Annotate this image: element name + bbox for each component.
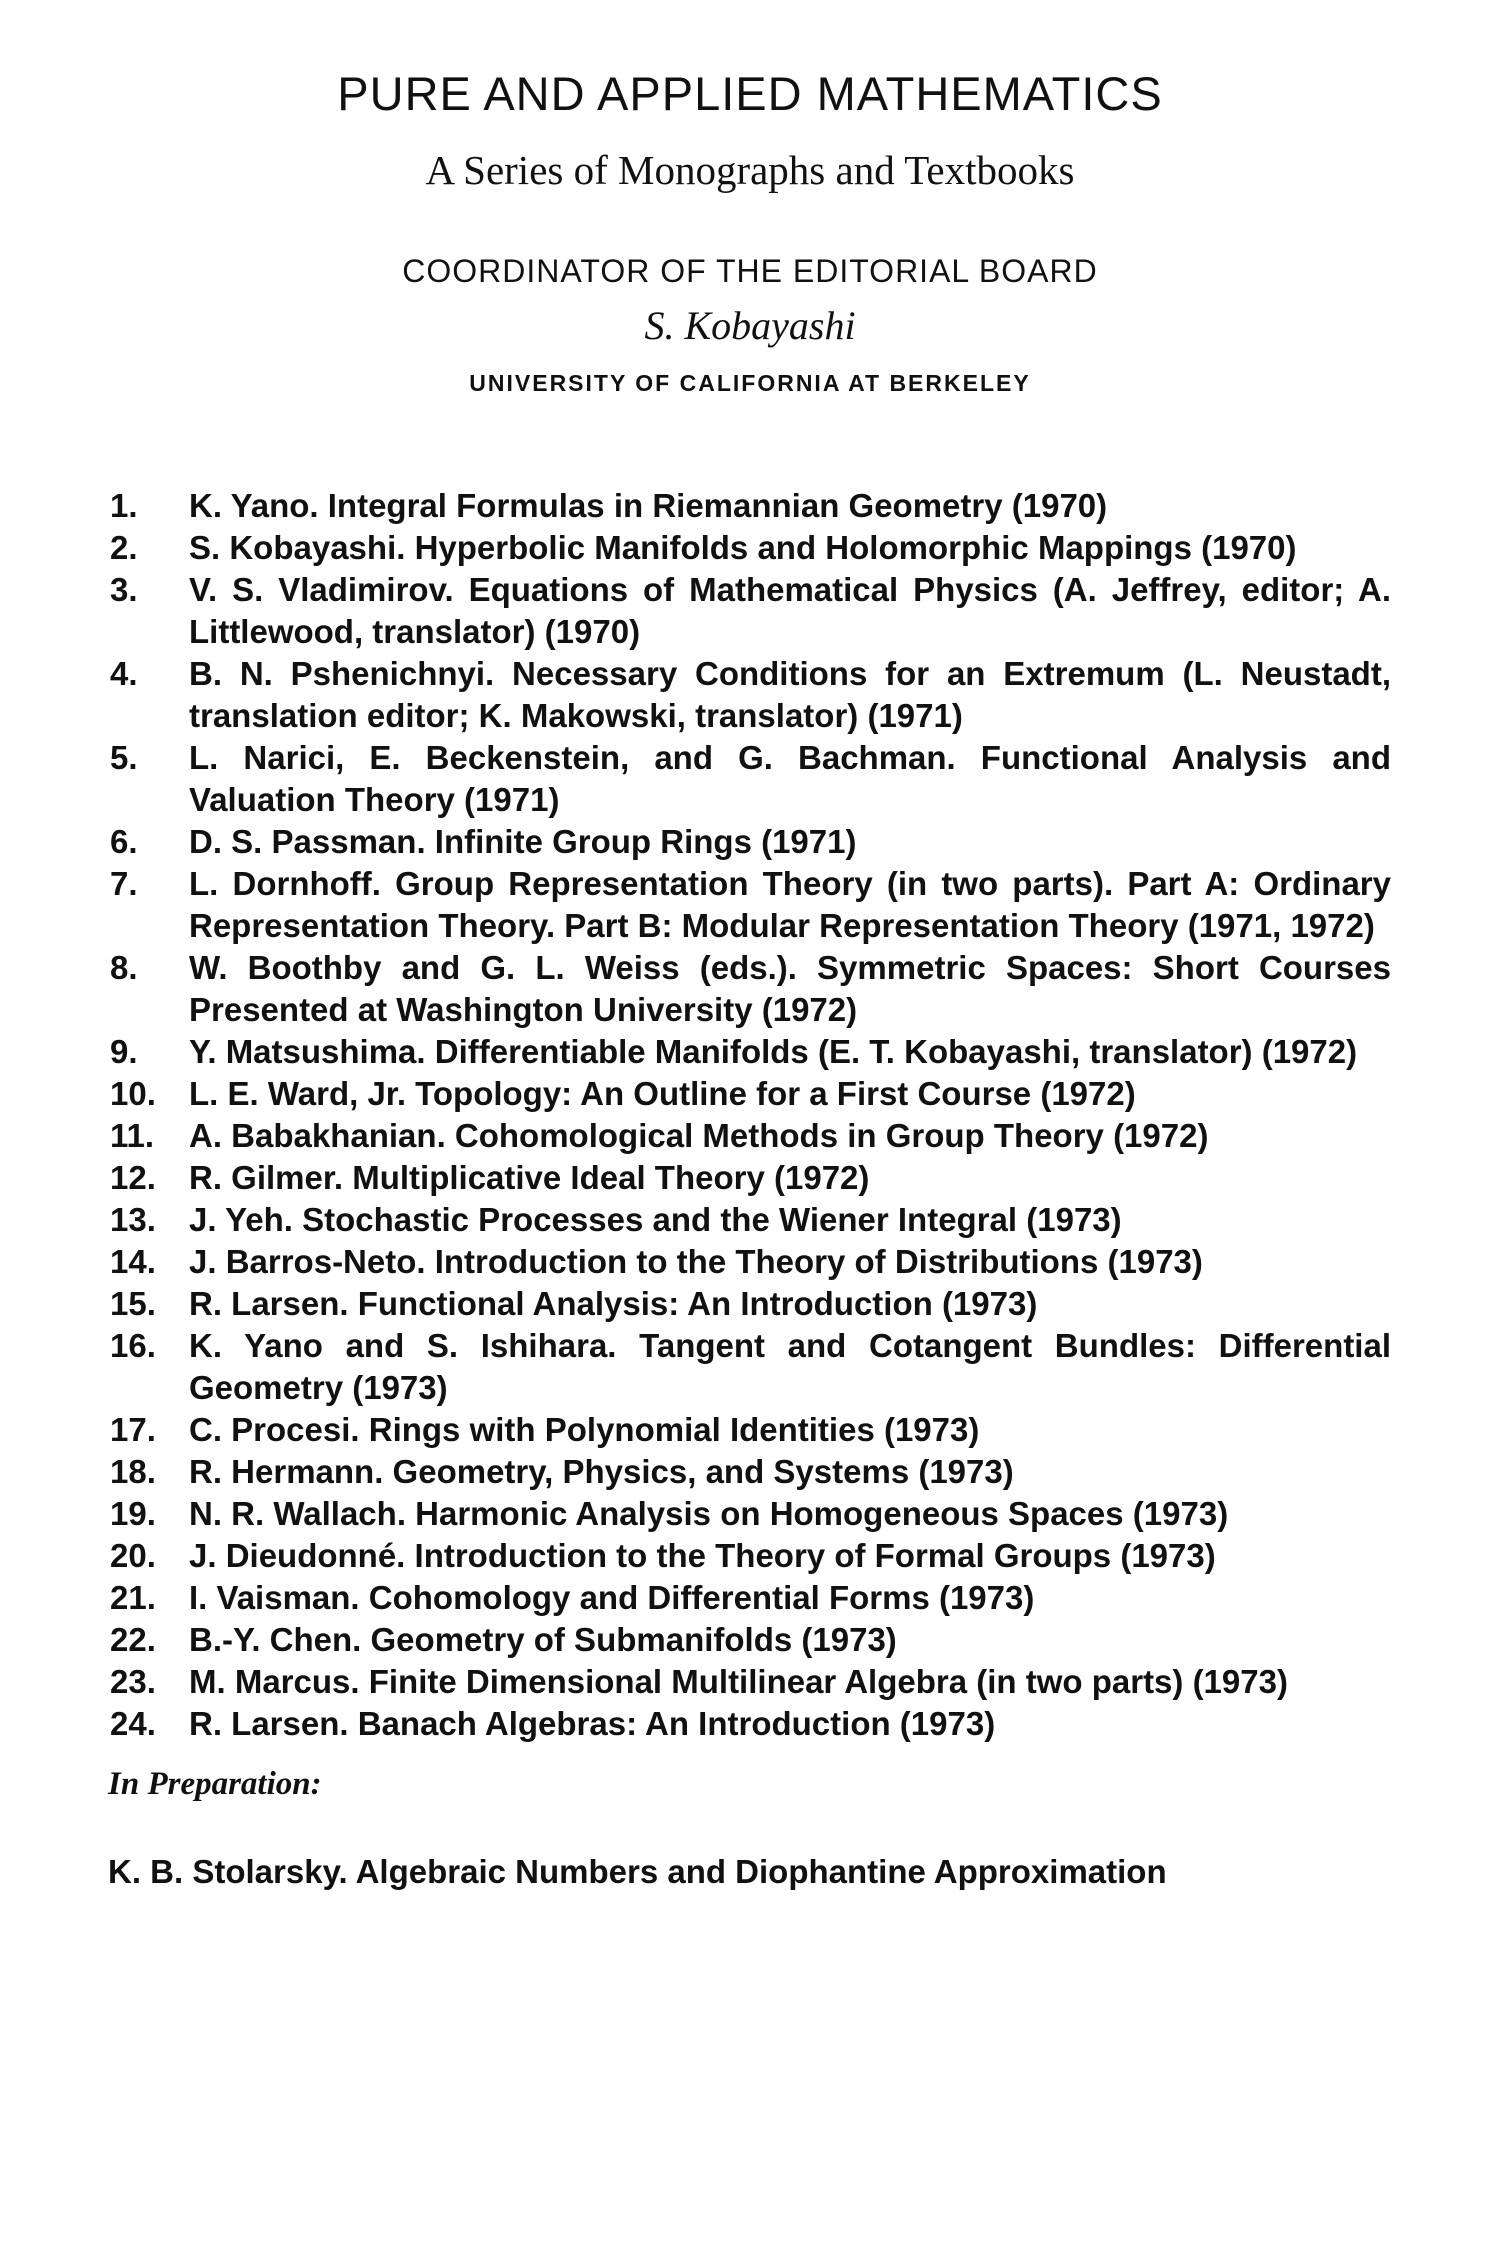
volume-number: 1. <box>110 487 138 524</box>
volume-text: J. Yeh. Stochastic Processes and the Wiener Integral (1973) <box>189 1201 1122 1238</box>
volume-number: 15. <box>110 1285 156 1322</box>
volume-text: J. Barros-Neto. Introduction to the Theory of Distributions (1973) <box>189 1243 1203 1280</box>
volume-entry <box>0 1283 1391 1325</box>
volume-text: L. E. Ward, Jr. Topology: An Outline for a First Course (1972) <box>189 1075 1136 1112</box>
volume-text: B.-Y. Chen. Geometry of Submanifolds (1973) <box>189 1621 897 1658</box>
volume-number: 5. <box>110 739 138 776</box>
volume-number: 7. <box>110 865 138 902</box>
volume-number: 20. <box>110 1537 156 1574</box>
volume-entry <box>0 1241 1391 1283</box>
volume-number: 21. <box>110 1579 156 1616</box>
volume-number: 14. <box>110 1243 156 1280</box>
volume-text: K. Yano and S. Ishihara. Tangent and Cotangent Bundles: Differential Geometry (1973) <box>189 1327 1391 1406</box>
volume-text: L. Dornhoff. Group Representation Theory (in two parts). Part A: Ordinary Representation Theory. Part B: Modular Representation Theory (1971, 1972) <box>189 865 1391 944</box>
volume-text: L. Narici, E. Beckenstein, and G. Bachman. Functional Analysis and Valuation Theory (1971) <box>189 739 1391 818</box>
volume-list <box>0 485 1500 1745</box>
volume-text: N. R. Wallach. Harmonic Analysis on Homogeneous Spaces (1973) <box>189 1495 1229 1532</box>
volume-number: 9. <box>110 1033 138 1070</box>
volume-entry <box>0 1535 1391 1577</box>
volume-number: 18. <box>110 1453 156 1490</box>
volume-entry <box>0 1325 1391 1409</box>
editorial-board-heading: COORDINATOR OF THE EDITORIAL BOARD <box>402 253 1098 289</box>
volume-entry <box>0 1073 1391 1115</box>
volume-text: A. Babakhanian. Cohomological Methods in Group Theory (1972) <box>189 1117 1209 1154</box>
volume-entry <box>0 1577 1391 1619</box>
volume-number: 11. <box>110 1117 155 1154</box>
volume-text: R. Gilmer. Multiplicative Ideal Theory (1972) <box>189 1159 870 1196</box>
volume-text: R. Larsen. Functional Analysis: An Introduction (1973) <box>189 1285 1038 1322</box>
volume-entry <box>0 947 1391 1031</box>
volume-number: 22. <box>110 1621 156 1658</box>
volume-text: M. Marcus. Finite Dimensional Multilinear Algebra (in two parts) (1973) <box>189 1663 1288 1700</box>
in-preparation-heading: In Preparation: <box>108 1766 322 1802</box>
series-title: PURE AND APPLIED MATHEMATICS <box>337 67 1163 120</box>
volume-entry <box>0 821 1391 863</box>
volume-entry <box>0 1451 1391 1493</box>
volume-entry <box>0 1115 1391 1157</box>
volume-entry <box>0 1409 1391 1451</box>
volume-text: D. S. Passman. Infinite Group Rings (1971) <box>189 823 857 860</box>
series-subtitle: A Series of Monographs and Textbooks <box>425 147 1075 193</box>
volume-number: 4. <box>110 655 138 692</box>
coordinator-name: S. Kobayashi <box>644 303 856 348</box>
volume-entry <box>0 653 1391 737</box>
volume-text: I. Vaisman. Cohomology and Differential Forms (1973) <box>189 1579 1035 1616</box>
volume-text: R. Larsen. Banach Algebras: An Introduction (1973) <box>189 1705 996 1742</box>
volume-number: 6. <box>110 823 138 860</box>
volume-entry <box>0 485 1391 527</box>
volume-number: 2. <box>110 529 138 566</box>
volume-entry <box>0 1619 1391 1661</box>
volume-number: 24. <box>110 1705 156 1742</box>
volume-entry <box>0 569 1391 653</box>
volume-text: C. Procesi. Rings with Polynomial Identities (1973) <box>189 1411 980 1448</box>
volume-number: 19. <box>110 1495 156 1532</box>
volume-text: J. Dieudonné. Introduction to the Theory of Formal Groups (1973) <box>189 1537 1216 1574</box>
in-preparation-entry: K. B. Stolarsky. Algebraic Numbers and Diophantine Approximation <box>108 1853 1167 1890</box>
volume-entry <box>0 1157 1391 1199</box>
volume-text: R. Hermann. Geometry, Physics, and Systems (1973) <box>189 1453 1014 1490</box>
volume-number: 12. <box>110 1159 156 1196</box>
volume-number: 8. <box>110 949 138 986</box>
volume-entry <box>0 1199 1391 1241</box>
volume-number: 23. <box>110 1663 156 1700</box>
volume-text: V. S. Vladimirov. Equations of Mathematical Physics (A. Jeffrey, editor; A. Littlewood, translator) (1970) <box>189 571 1391 650</box>
volume-entry <box>0 863 1391 947</box>
volume-text: Y. Matsushima. Differentiable Manifolds (E. T. Kobayashi, translator) (1972) <box>189 1033 1358 1070</box>
volume-entry <box>0 1703 1391 1745</box>
volume-number: 16. <box>110 1327 156 1364</box>
volume-text: B. N. Pshenichnyi. Necessary Conditions for an Extremum (L. Neustadt, translation editor; K. Makowski, translator) (1971) <box>189 655 1391 734</box>
volume-entry <box>0 737 1391 821</box>
volume-text: K. Yano. Integral Formulas in Riemannian Geometry (1970) <box>189 487 1108 524</box>
volume-number: 3. <box>110 571 138 608</box>
volume-entry <box>0 1493 1391 1535</box>
volume-number: 13. <box>110 1201 156 1238</box>
volume-text: S. Kobayashi. Hyperbolic Manifolds and Holomorphic Mappings (1970) <box>189 529 1297 566</box>
volume-number: 10. <box>110 1075 156 1112</box>
coordinator-affiliation: UNIVERSITY OF CALIFORNIA AT BERKELEY <box>469 370 1031 396</box>
volume-text: W. Boothby and G. L. Weiss (eds.). Symmetric Spaces: Short Courses Presented at Washington University (1972) <box>189 949 1391 1028</box>
volume-entry <box>0 1661 1391 1703</box>
volume-number: 17. <box>110 1411 156 1448</box>
volume-entry <box>0 1031 1391 1073</box>
volume-entry <box>0 527 1391 569</box>
